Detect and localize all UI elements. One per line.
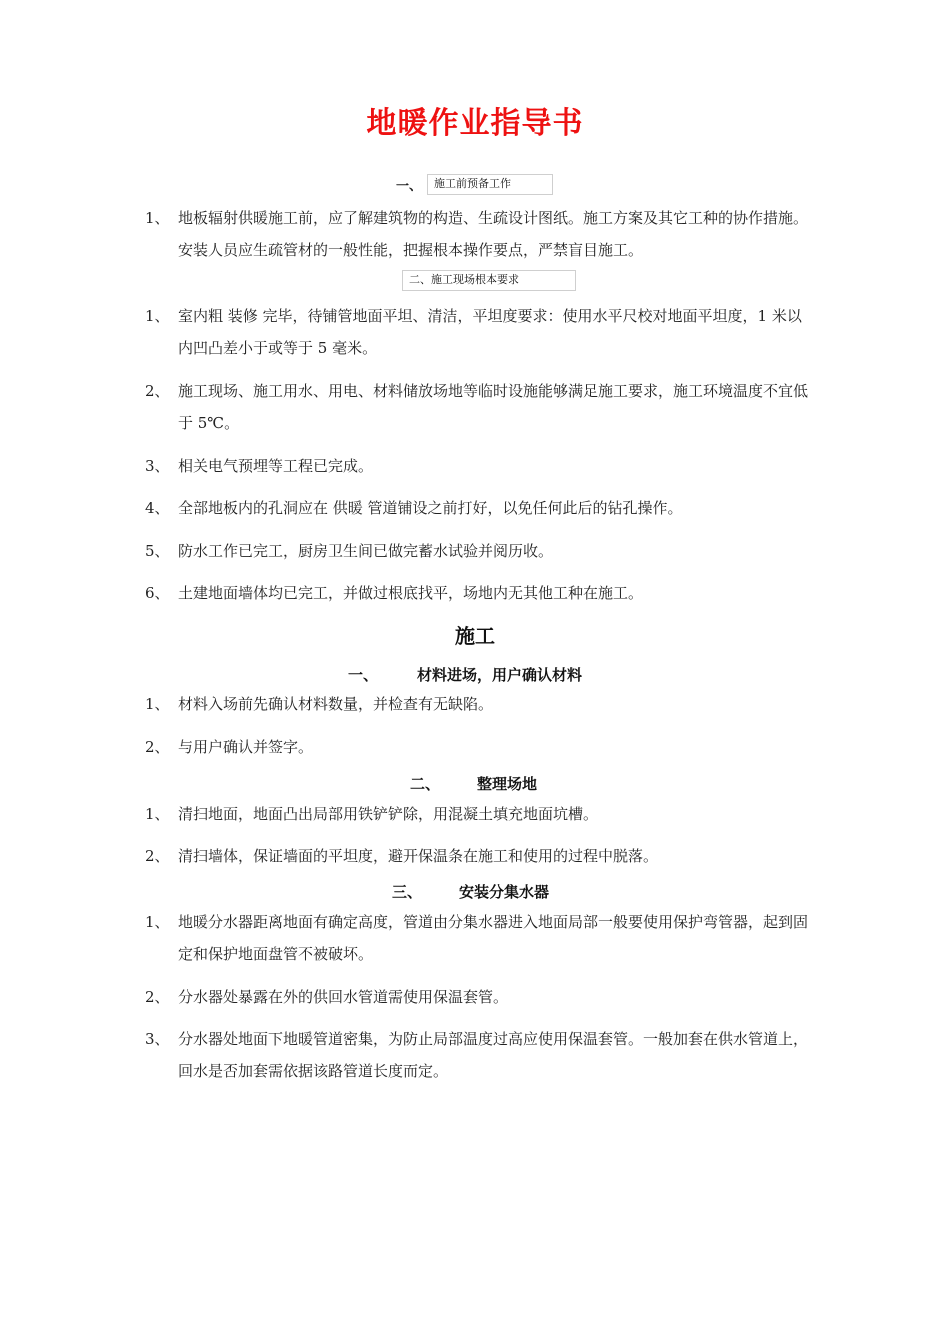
item-number: 2、 xyxy=(145,988,170,1006)
section2-label-box: 二、施工现场根本要求 xyxy=(402,270,576,291)
item-text: 土建地面墙体均已完工，并做过根底找平，场地内无其他工种在施工。 xyxy=(178,584,644,602)
item-text: 清扫墙体，保证墙面的平坦度，避开保温条在施工和使用的过程中脱落。 xyxy=(178,847,659,865)
section1-label-box: 施工前预备工作 xyxy=(427,174,553,195)
item-text: 相关电气预埋等工程已完成。 xyxy=(178,457,374,475)
item-number: 2、 xyxy=(145,847,170,865)
construction-heading: 施工 xyxy=(455,624,495,648)
item-number: 3、 xyxy=(145,1030,170,1048)
item-number: 3、 xyxy=(145,457,170,475)
group2-heading: 整理场地 xyxy=(477,775,538,793)
item-text: 施工现场、施工用水、用电、材料储放场地等临时设施能够满足施工要求，施工环境温度不宜低于 5℃。 xyxy=(178,382,809,432)
group3-prefix: 三、 xyxy=(392,883,423,901)
item-text: 地暖分水器距离地面有确定高度，管道由分集水器进入地面局部一般要使用保护弯管器，起到固定和保护地面盘管不被破坏。 xyxy=(178,913,809,963)
item-number: 1、 xyxy=(145,913,170,931)
group1-heading: 材料进场，用户确认材料 xyxy=(417,666,583,684)
item-text: 全部地板内的孔洞应在 供暖 管道铺设之前打好，以免任何此后的钻孔操作。 xyxy=(178,499,683,517)
item-text: 地板辐射供暖施工前，应了解建筑物的构造、生疏设计图纸。施工方案及其它工种的协作措施。安装人员应生疏管材的一般性能，把握根本操作要点，严禁盲目施工。 xyxy=(178,209,809,259)
item-text: 分水器处地面下地暖管道密集，为防止局部温度过高应使用保温套管。一般加套在供水管道上，回水是否加套需依据该路管道长度而定。 xyxy=(178,1030,809,1080)
group3-heading: 安装分集水器 xyxy=(459,883,550,901)
item-number: 1、 xyxy=(145,805,170,823)
item-text: 清扫地面，地面凸出局部用铁铲铲除，用混凝土填充地面坑槽。 xyxy=(178,805,599,823)
item-text: 防水工作已完工，厨房卫生间已做完蓄水试验并阅历收。 xyxy=(178,542,554,560)
item-text: 分水器处暴露在外的供回水管道需使用保温套管。 xyxy=(178,988,509,1006)
item-number: 1、 xyxy=(145,209,170,227)
document-title: 地暖作业指导书 xyxy=(366,106,584,141)
group1-prefix: 一、 xyxy=(348,666,379,684)
item-number: 2、 xyxy=(145,382,170,400)
item-number: 6、 xyxy=(145,584,170,602)
item-text: 室内粗 装修 完毕，待铺管地面平坦、清洁，平坦度要求：使用水平尺校对地面平坦度，1 米以内凹凸差小于或等于 5 毫米。 xyxy=(178,307,802,357)
item-number: 2、 xyxy=(145,738,170,756)
item-text: 与用户确认并签字。 xyxy=(178,738,314,756)
item-number: 4、 xyxy=(145,499,170,517)
item-number: 5、 xyxy=(145,542,170,560)
item-number: 1、 xyxy=(145,695,170,713)
section1-prefix: 一、 xyxy=(396,179,423,194)
item-number: 1、 xyxy=(145,307,170,325)
item-text: 材料入场前先确认材料数量，并检查有无缺陷。 xyxy=(178,695,494,713)
group2-prefix: 二、 xyxy=(410,775,441,793)
